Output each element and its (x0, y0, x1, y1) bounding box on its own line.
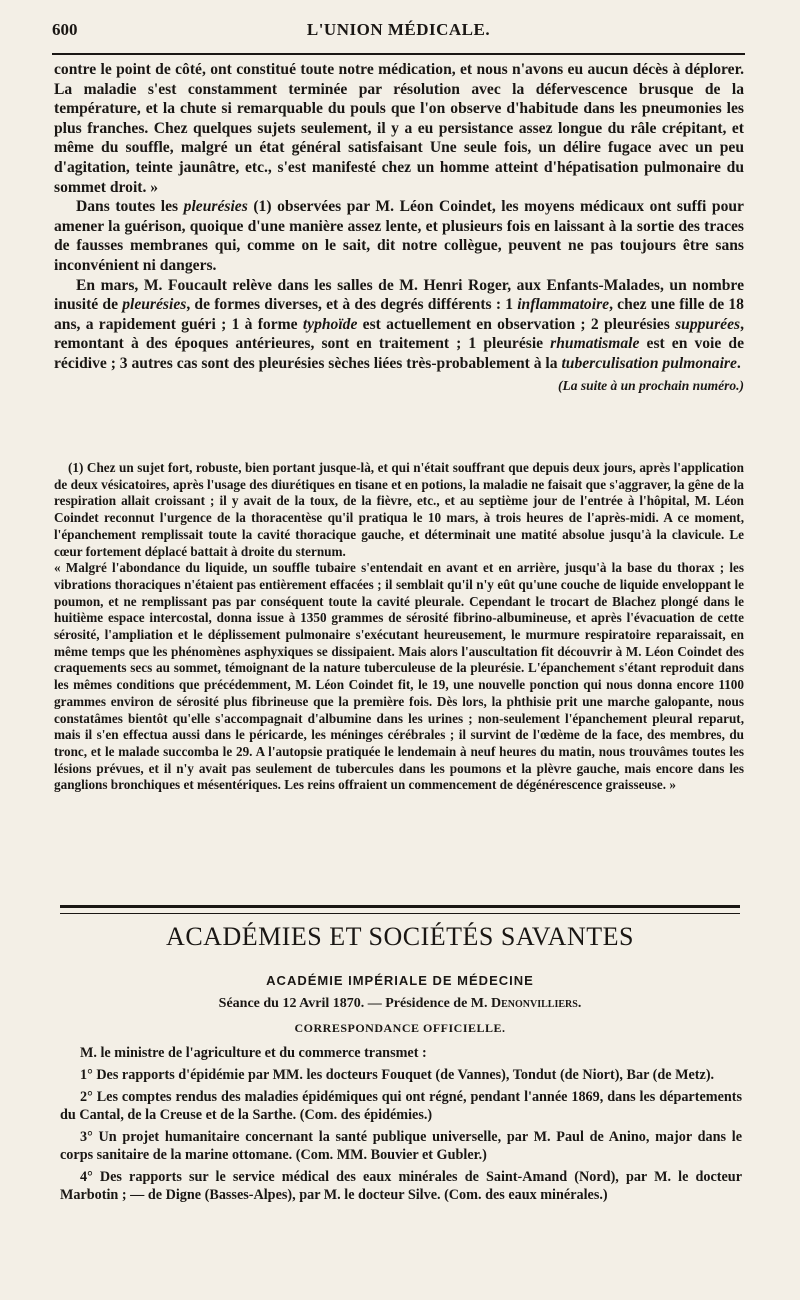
paragraph-pleurisies-coindet (54, 197, 744, 275)
text-run: , chez une fille de 18 ans, a rapidement guéri ; 1 à forme (54, 296, 744, 333)
text-run: En mars, M. Foucault relève dans les salles de M. Henri Roger, aux Enfants-Malades, un nombre inusité de (54, 276, 744, 314)
text-run: , remontant à des époques antérieures, sont en traitement ; 1 pleurésie (54, 315, 744, 353)
seance-line (0, 996, 800, 1012)
section-divider (60, 905, 740, 914)
text-run: Dans toutes les (76, 198, 184, 216)
italic-term: inflammatoire (517, 296, 610, 314)
list-item: 1° Des rapports d'épidémie par MM. les docteurs Fouquet (de Vannes), Tondut (de Niort), Bar (de Metz). (80, 1067, 715, 1083)
paragraph-foucault (54, 276, 744, 374)
minister-line: M. le ministre de l'agriculture et du commerce transmet : (80, 1045, 427, 1061)
text-run: est actuellement en observation ; 2 pleurésies (357, 315, 676, 333)
running-header (52, 20, 745, 48)
italic-term: pleurésies (122, 296, 187, 314)
journal-title: L'UNION MÉDICALE. (306, 20, 491, 39)
footnote-paragraph: (1) Chez un sujet fort, robuste, bien portant jusque-là, et qui n'était souffrant que depuis deux jours, après l'application de deux vésicatoires, après l'usage des diurétiques en tisane et en potions, la maladie ne faisait que s'aggraver, la gêne de la respiration allait croissant ; il y avait de la toux, de la fièvre, etc., et au septième jour de l'entrée à l'hôpital, M. Léon Coindet reconnut l'urgence de la thoracentèse qu'il pratiqua le 10 mars, à trois heures de l'après-midi. A ce moment, l'épanchement remplissait toute la cavité thoracique gauche, et déterminait une matité absolue jusqu'à la clavicule. Le cœur fortement déplacé battait à droite du sternum. (54, 460, 744, 559)
page-number: 600 (52, 20, 78, 39)
academy-title: ACADÉMIE IMPÉRIALE DE MÉDECINE (266, 973, 534, 988)
text-run: (1) observées par M. Léon Coindet, les moyens médicaux ont suffi pour amener la guérison, quoique d'une manière assez lente, et plusieurs fois en laissant à la sortie des traces de fausses membranes qui, comme on le sait, dit notre collègue, peuvent ne pas toujours être sans inconvénient ni dangers. (54, 198, 744, 274)
italic-term: pleurésies (183, 198, 248, 216)
section-title: ACADÉMIES ET SOCIÉTÉS SAVANTES (166, 922, 634, 951)
text-run: , de formes diverses, et à des degrés différents : 1 (186, 296, 518, 314)
italic-term: rhumatismale (550, 335, 640, 353)
president-name: Denonvilliers (491, 996, 578, 1011)
paragraph-pneumonia: contre le point de côté, ont constitué toute notre médication, et nous n'avons eu aucun décès à déplorer. La maladie s'est constamment terminée par résolution avec la défervescence brusque de la température, et la chute si remarquable du pouls que l'on observe d'habitude dans les pneumonies les plus franches. Chez quelques sujets seulement, il y a eu persistance assez longue du râle crépitant, et même du souffle, malgré un état général satisfaisant Une seule fois, un délire fugace avec un peu d'agitation, teinte jaunâtre, etc., s'est manifesté chez un homme atteint d'hépatisation pulmonaire du sommet droit. » (54, 61, 744, 196)
correspondance-list (60, 1044, 742, 1208)
list-item: 2° Les comptes rendus des maladies épidémiques qui ont régné, pendant l'année 1869, dans les départements du Cantal, de la Creuse et de la Sarthe. (Com. des épidémies.) (60, 1089, 742, 1123)
correspondance-heading: CORRESPONDANCE OFFICIELLE. (294, 1021, 506, 1035)
continued-notice: (La suite à un prochain numéro.) (557, 377, 744, 393)
main-text (54, 60, 744, 395)
footnote (54, 460, 744, 794)
italic-term: suppurées (675, 315, 741, 333)
text-run: . (736, 354, 741, 372)
italic-term: tuberculisation pulmonaire (561, 354, 737, 372)
italic-term: typhoïde (302, 315, 358, 333)
header-rule (52, 53, 745, 55)
seance-text: Séance du 12 Avril 1870. — Présidence de M. (218, 996, 491, 1011)
list-item: 3° Un projet humanitaire concernant la santé publique universelle, par M. Paul de Anino, major dans le corps sanitaire de la marine ottomane. (Com. MM. Bouvier et Gubler.) (60, 1129, 742, 1163)
footnote-paragraph: « Malgré l'abondance du liquide, un souffle tubaire s'entendait en avant et en arrière, jusqu'à la base du thorax ; les vibrations thoraciques n'étaient pas entièrement effacées ; il semblait qu'il n'y eût qu'une couche de liquide enveloppant le poumon, et ne remplissant pas par conséquent toute la cavité pleurale. Cependant le trocart de Blachez plongé dans le huitième espace intercostal, donna issue à 1350 grammes de sérosité fibrino-albumineuse, et après l'évacuation de cette sérosité, l'ampliation et le déplissement pulmonaire s'exécutant heureusement, le murmure respiratoire reparaissait, en même temps que les phénomènes asphyxiques se dissipaient. Mais alors l'auscultation fit découvrir à M. Léon Coindet des craquements secs au sommet, témoignant de la nature tuberculeuse de la pleurésie. L'épanchement s'étant reproduit dans les mêmes conditions que précédemment, M. Léon Coindet fit, le 19, une nouvelle ponction qui nous donna encore 1100 grammes environ de sérosité plus fibrineuse que la première fois. Dès lors, la phthisie prit une marche galopante, nous constatâmes bientôt qu'elle s'accompagnait d'albumine dans les urines ; non-seulement l'épanchement pleural reparut, mais il s'en effectua aussi dans le péricarde, les méninges cérébrales ; il survint de l'œdème de la face, des membres, du tronc, et le malade succomba le 29. A l'autopsie pratiquée le lendemain à neuf heures du matin, nous trouvâmes toutes les lésions prévues, et il n'y avait pas seulement de tubercules dans les poumons et la plèvre gauche, mais encore dans les ganglions bronchiques et mésentériques. Les reins offraient un commencement de dégénérescence graisseuse. » (54, 560, 744, 793)
seance-end: . (577, 996, 582, 1011)
list-item: 4° Des rapports sur le service médical des eaux minérales de Saint-Amand (Nord), par M. le docteur Marbotin ; — de Digne (Basses-Alpes), par M. le docteur Silve. (Com. des eaux minérales.) (60, 1169, 742, 1203)
text-run: est en voie de récidive ; 3 autres cas sont des pleurésies sèches liées très-probablement à la (54, 335, 744, 372)
